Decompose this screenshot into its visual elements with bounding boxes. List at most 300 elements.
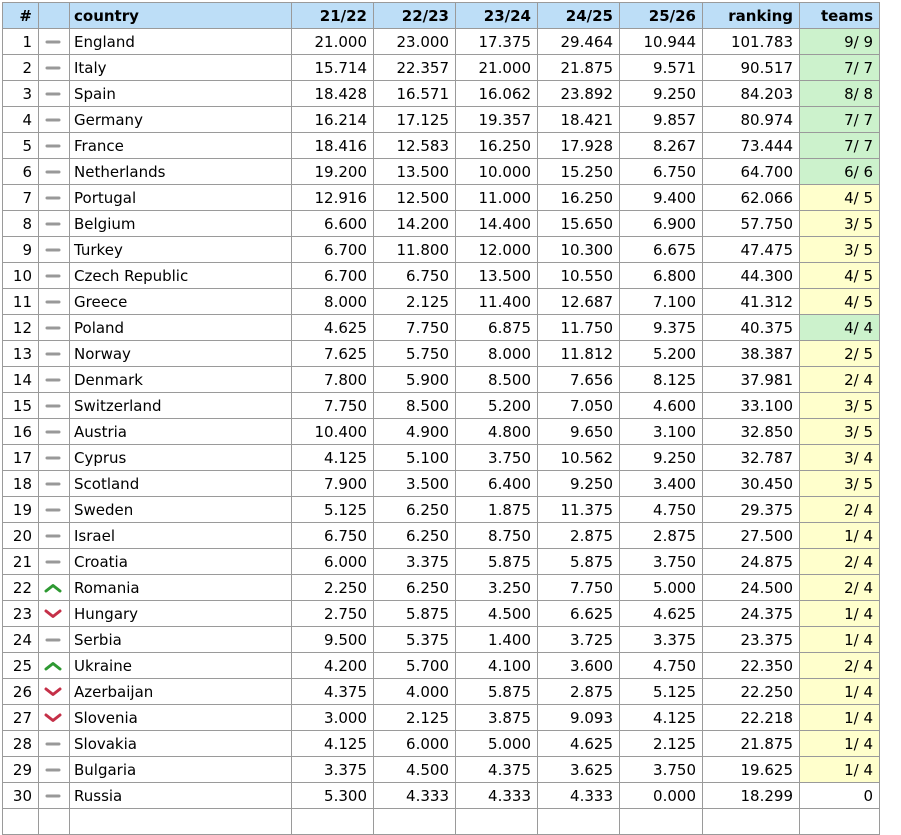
season-value-cell: 19.357: [456, 107, 538, 133]
country-cell: Czech Republic: [70, 263, 292, 289]
movement-cell: [39, 497, 70, 523]
season-value-cell: 7.050: [538, 393, 620, 419]
season-value-cell: 4.750: [620, 497, 703, 523]
season-value-cell: 6.600: [292, 211, 374, 237]
season-value-cell: 5.125: [620, 679, 703, 705]
rank-cell: 5: [3, 133, 39, 159]
ranking-cell: 22.250: [703, 679, 800, 705]
season-value-cell: 3.250: [456, 575, 538, 601]
season-value-cell: 3.375: [292, 757, 374, 783]
table-row: [3, 627, 880, 653]
table-row: [3, 783, 880, 809]
ranking-cell: 64.700: [703, 159, 800, 185]
season-value-cell: 12.916: [292, 185, 374, 211]
country-cell: Germany: [70, 107, 292, 133]
country-cell: Serbia: [70, 627, 292, 653]
movement-cell: [39, 601, 70, 627]
ranking-cell: 80.974: [703, 107, 800, 133]
season-value-cell: 2.875: [538, 523, 620, 549]
movement-cell: [39, 731, 70, 757]
season-value-cell: 3.375: [374, 549, 456, 575]
empty-cell: [292, 809, 374, 835]
table-row: [3, 445, 880, 471]
season-value-cell: 4.625: [538, 731, 620, 757]
season-value-cell: 22.357: [374, 55, 456, 81]
country-cell: Azerbaijan: [70, 679, 292, 705]
season-value-cell: 8.267: [620, 133, 703, 159]
season-value-cell: 6.000: [292, 549, 374, 575]
empty-cell: [70, 809, 292, 835]
table-row: [3, 575, 880, 601]
season-value-cell: 9.093: [538, 705, 620, 731]
teams-cell: 9/ 9: [800, 29, 880, 55]
rank-cell: 9: [3, 237, 39, 263]
teams-cell: 1/ 4: [800, 731, 880, 757]
rank-cell: 10: [3, 263, 39, 289]
table-row: [3, 471, 880, 497]
teams-cell: 7/ 7: [800, 55, 880, 81]
season-value-cell: 7.750: [374, 315, 456, 341]
ranking-cell: 57.750: [703, 211, 800, 237]
country-cell: Croatia: [70, 549, 292, 575]
header-season-2526: 25/26: [620, 3, 703, 29]
rank-cell: 18: [3, 471, 39, 497]
rank-cell: 20: [3, 523, 39, 549]
season-value-cell: 16.214: [292, 107, 374, 133]
movement-same-icon: [44, 764, 62, 776]
ranking-cell: 37.981: [703, 367, 800, 393]
teams-cell: 3/ 5: [800, 471, 880, 497]
country-cell: Scotland: [70, 471, 292, 497]
country-cell: Spain: [70, 81, 292, 107]
ranking-cell: 19.625: [703, 757, 800, 783]
season-value-cell: 5.375: [374, 627, 456, 653]
movement-same-icon: [44, 62, 62, 74]
season-value-cell: 3.100: [620, 419, 703, 445]
rank-cell: 28: [3, 731, 39, 757]
table-row: [3, 419, 880, 445]
season-value-cell: 11.400: [456, 289, 538, 315]
teams-cell: 7/ 7: [800, 133, 880, 159]
movement-same-icon: [44, 556, 62, 568]
season-value-cell: 9.250: [620, 445, 703, 471]
table-row: [3, 549, 880, 575]
movement-up-icon: [44, 660, 62, 672]
movement-same-icon: [44, 452, 62, 464]
movement-same-icon: [44, 192, 62, 204]
empty-cell: [456, 809, 538, 835]
teams-cell: 3/ 4: [800, 445, 880, 471]
season-value-cell: 6.000: [374, 731, 456, 757]
season-value-cell: 3.750: [620, 757, 703, 783]
country-cell: Russia: [70, 783, 292, 809]
season-value-cell: 1.400: [456, 627, 538, 653]
teams-cell: 2/ 4: [800, 575, 880, 601]
rank-cell: 15: [3, 393, 39, 419]
ranking-cell: 22.218: [703, 705, 800, 731]
movement-same-icon: [44, 36, 62, 48]
season-value-cell: 7.625: [292, 341, 374, 367]
ranking-cell: 32.787: [703, 445, 800, 471]
table-row: [3, 133, 880, 159]
movement-same-icon: [44, 400, 62, 412]
season-value-cell: 6.625: [538, 601, 620, 627]
movement-cell: [39, 653, 70, 679]
teams-cell: 2/ 5: [800, 341, 880, 367]
season-value-cell: 4.900: [374, 419, 456, 445]
movement-cell: [39, 263, 70, 289]
season-value-cell: 3.750: [456, 445, 538, 471]
season-value-cell: 6.250: [374, 575, 456, 601]
season-value-cell: 3.375: [620, 627, 703, 653]
season-value-cell: 6.875: [456, 315, 538, 341]
teams-cell: 4/ 5: [800, 263, 880, 289]
header-row: [3, 3, 880, 29]
country-cell: Netherlands: [70, 159, 292, 185]
teams-cell: 1/ 4: [800, 601, 880, 627]
season-value-cell: 18.421: [538, 107, 620, 133]
teams-cell: 7/ 7: [800, 107, 880, 133]
movement-cell: [39, 523, 70, 549]
ranking-cell: 73.444: [703, 133, 800, 159]
teams-cell: 3/ 5: [800, 237, 880, 263]
empty-cell: [538, 809, 620, 835]
ranking-cell: 62.066: [703, 185, 800, 211]
season-value-cell: 12.583: [374, 133, 456, 159]
season-value-cell: 7.900: [292, 471, 374, 497]
season-value-cell: 23.892: [538, 81, 620, 107]
country-cell: Portugal: [70, 185, 292, 211]
movement-cell: [39, 185, 70, 211]
season-value-cell: 5.875: [538, 549, 620, 575]
ranking-cell: 41.312: [703, 289, 800, 315]
movement-cell: [39, 445, 70, 471]
country-cell: Belgium: [70, 211, 292, 237]
season-value-cell: 11.812: [538, 341, 620, 367]
season-value-cell: 3.875: [456, 705, 538, 731]
season-value-cell: 16.062: [456, 81, 538, 107]
season-value-cell: 6.900: [620, 211, 703, 237]
movement-cell: [39, 107, 70, 133]
season-value-cell: 11.750: [538, 315, 620, 341]
country-cell: Turkey: [70, 237, 292, 263]
season-value-cell: 6.750: [292, 523, 374, 549]
country-cell: Sweden: [70, 497, 292, 523]
country-cell: Bulgaria: [70, 757, 292, 783]
teams-cell: 4/ 5: [800, 289, 880, 315]
season-value-cell: 5.900: [374, 367, 456, 393]
movement-down-icon: [44, 686, 62, 698]
season-value-cell: 17.375: [456, 29, 538, 55]
season-value-cell: 5.750: [374, 341, 456, 367]
season-value-cell: 3.625: [538, 757, 620, 783]
table-row: [3, 757, 880, 783]
country-cell: Austria: [70, 419, 292, 445]
season-value-cell: 5.000: [620, 575, 703, 601]
season-value-cell: 6.700: [292, 263, 374, 289]
season-value-cell: 5.875: [374, 601, 456, 627]
season-value-cell: 10.550: [538, 263, 620, 289]
season-value-cell: 3.500: [374, 471, 456, 497]
movement-same-icon: [44, 348, 62, 360]
season-value-cell: 5.300: [292, 783, 374, 809]
movement-same-icon: [44, 166, 62, 178]
season-value-cell: 3.000: [292, 705, 374, 731]
ranking-cell: 40.375: [703, 315, 800, 341]
season-value-cell: 19.200: [292, 159, 374, 185]
movement-same-icon: [44, 218, 62, 230]
rank-cell: 17: [3, 445, 39, 471]
season-value-cell: 11.800: [374, 237, 456, 263]
teams-cell: 1/ 4: [800, 627, 880, 653]
table-row: [3, 29, 880, 55]
movement-same-icon: [44, 374, 62, 386]
movement-same-icon: [44, 530, 62, 542]
movement-cell: [39, 679, 70, 705]
movement-cell: [39, 393, 70, 419]
table-row: [3, 601, 880, 627]
country-cell: Israel: [70, 523, 292, 549]
country-cell: Greece: [70, 289, 292, 315]
teams-cell: 6/ 6: [800, 159, 880, 185]
ranking-cell: 27.500: [703, 523, 800, 549]
season-value-cell: 4.125: [292, 445, 374, 471]
header-movement: [39, 3, 70, 29]
movement-down-icon: [44, 608, 62, 620]
season-value-cell: 2.125: [620, 731, 703, 757]
season-value-cell: 0.000: [620, 783, 703, 809]
season-value-cell: 4.333: [456, 783, 538, 809]
country-cell: Hungary: [70, 601, 292, 627]
movement-cell: [39, 159, 70, 185]
season-value-cell: 5.875: [456, 679, 538, 705]
table-row-partial: [3, 809, 880, 835]
season-value-cell: 11.375: [538, 497, 620, 523]
season-value-cell: 21.000: [456, 55, 538, 81]
ranking-cell: 44.300: [703, 263, 800, 289]
season-value-cell: 4.600: [620, 393, 703, 419]
country-cell: Ukraine: [70, 653, 292, 679]
movement-same-icon: [44, 322, 62, 334]
season-value-cell: 15.650: [538, 211, 620, 237]
table-row: [3, 705, 880, 731]
table-row: [3, 159, 880, 185]
movement-cell: [39, 757, 70, 783]
empty-cell: [374, 809, 456, 835]
season-value-cell: 13.500: [456, 263, 538, 289]
rank-cell: 29: [3, 757, 39, 783]
movement-cell: [39, 133, 70, 159]
season-value-cell: 4.750: [620, 653, 703, 679]
season-value-cell: 9.571: [620, 55, 703, 81]
ranking-cell: 84.203: [703, 81, 800, 107]
teams-cell: 3/ 5: [800, 393, 880, 419]
season-value-cell: 14.400: [456, 211, 538, 237]
season-value-cell: 14.200: [374, 211, 456, 237]
movement-cell: [39, 289, 70, 315]
header-season-2223: 22/23: [374, 3, 456, 29]
season-value-cell: 4.375: [292, 679, 374, 705]
rank-cell: 16: [3, 419, 39, 445]
teams-cell: 2/ 4: [800, 367, 880, 393]
season-value-cell: 16.571: [374, 81, 456, 107]
season-value-cell: 10.300: [538, 237, 620, 263]
season-value-cell: 2.125: [374, 705, 456, 731]
movement-cell: [39, 783, 70, 809]
country-cell: Poland: [70, 315, 292, 341]
season-value-cell: 5.875: [456, 549, 538, 575]
ranking-cell: 38.387: [703, 341, 800, 367]
season-value-cell: 3.400: [620, 471, 703, 497]
season-value-cell: 17.928: [538, 133, 620, 159]
movement-same-icon: [44, 790, 62, 802]
season-value-cell: 4.500: [374, 757, 456, 783]
season-value-cell: 4.125: [292, 731, 374, 757]
rank-cell: 27: [3, 705, 39, 731]
teams-cell: 2/ 4: [800, 653, 880, 679]
table-row: [3, 185, 880, 211]
table-row: [3, 523, 880, 549]
season-value-cell: 21.875: [538, 55, 620, 81]
season-value-cell: 4.000: [374, 679, 456, 705]
season-value-cell: 9.500: [292, 627, 374, 653]
ranking-cell: 101.783: [703, 29, 800, 55]
rank-cell: 22: [3, 575, 39, 601]
country-cell: Slovenia: [70, 705, 292, 731]
season-value-cell: 10.000: [456, 159, 538, 185]
rank-cell: 30: [3, 783, 39, 809]
header-season-2425: 24/25: [538, 3, 620, 29]
teams-cell: 4/ 4: [800, 315, 880, 341]
season-value-cell: 6.250: [374, 497, 456, 523]
season-value-cell: 6.675: [620, 237, 703, 263]
ranking-cell: 33.100: [703, 393, 800, 419]
movement-cell: [39, 549, 70, 575]
table-row: [3, 315, 880, 341]
season-value-cell: 2.250: [292, 575, 374, 601]
season-value-cell: 18.428: [292, 81, 374, 107]
movement-same-icon: [44, 270, 62, 282]
season-value-cell: 9.857: [620, 107, 703, 133]
season-value-cell: 10.944: [620, 29, 703, 55]
rank-cell: 14: [3, 367, 39, 393]
season-value-cell: 5.000: [456, 731, 538, 757]
teams-cell: 3/ 5: [800, 211, 880, 237]
season-value-cell: 17.125: [374, 107, 456, 133]
movement-same-icon: [44, 426, 62, 438]
movement-cell: [39, 211, 70, 237]
rank-cell: 2: [3, 55, 39, 81]
ranking-cell: 18.299: [703, 783, 800, 809]
country-coefficient-table: [2, 2, 880, 835]
movement-cell: [39, 419, 70, 445]
rank-cell: 7: [3, 185, 39, 211]
country-cell: Switzerland: [70, 393, 292, 419]
teams-cell: 2/ 4: [800, 549, 880, 575]
movement-cell: [39, 29, 70, 55]
movement-cell: [39, 315, 70, 341]
season-value-cell: 1.875: [456, 497, 538, 523]
ranking-cell: 21.875: [703, 731, 800, 757]
rank-cell: 8: [3, 211, 39, 237]
season-value-cell: 6.750: [374, 263, 456, 289]
season-value-cell: 12.000: [456, 237, 538, 263]
season-value-cell: 8.500: [456, 367, 538, 393]
table-row: [3, 211, 880, 237]
movement-cell: [39, 471, 70, 497]
season-value-cell: 7.656: [538, 367, 620, 393]
movement-same-icon: [44, 140, 62, 152]
season-value-cell: 4.800: [456, 419, 538, 445]
teams-cell: 3/ 5: [800, 419, 880, 445]
rank-cell: 21: [3, 549, 39, 575]
teams-cell: 4/ 5: [800, 185, 880, 211]
teams-cell: 0: [800, 783, 880, 809]
table-row: [3, 679, 880, 705]
season-value-cell: 4.125: [620, 705, 703, 731]
season-value-cell: 5.100: [374, 445, 456, 471]
movement-same-icon: [44, 738, 62, 750]
country-cell: France: [70, 133, 292, 159]
season-value-cell: 9.250: [620, 81, 703, 107]
rank-cell: 13: [3, 341, 39, 367]
table-row: [3, 237, 880, 263]
movement-cell: [39, 237, 70, 263]
ranking-cell: 24.375: [703, 601, 800, 627]
rank-cell: 23: [3, 601, 39, 627]
season-value-cell: 9.250: [538, 471, 620, 497]
ranking-cell: 32.850: [703, 419, 800, 445]
movement-same-icon: [44, 244, 62, 256]
season-value-cell: 11.000: [456, 185, 538, 211]
movement-down-icon: [44, 712, 62, 724]
season-value-cell: 15.250: [538, 159, 620, 185]
season-value-cell: 6.800: [620, 263, 703, 289]
season-value-cell: 2.875: [620, 523, 703, 549]
table-row: [3, 107, 880, 133]
header-country: country: [70, 3, 292, 29]
season-value-cell: 9.650: [538, 419, 620, 445]
table-row: [3, 55, 880, 81]
rank-cell: 26: [3, 679, 39, 705]
season-value-cell: 23.000: [374, 29, 456, 55]
ranking-cell: 29.375: [703, 497, 800, 523]
movement-up-icon: [44, 582, 62, 594]
ranking-cell: 24.500: [703, 575, 800, 601]
season-value-cell: 5.700: [374, 653, 456, 679]
season-value-cell: 2.750: [292, 601, 374, 627]
season-value-cell: 7.100: [620, 289, 703, 315]
season-value-cell: 2.875: [538, 679, 620, 705]
movement-cell: [39, 575, 70, 601]
country-cell: Romania: [70, 575, 292, 601]
movement-cell: [39, 341, 70, 367]
teams-cell: 8/ 8: [800, 81, 880, 107]
season-value-cell: 3.600: [538, 653, 620, 679]
rank-cell: 3: [3, 81, 39, 107]
season-value-cell: 4.100: [456, 653, 538, 679]
header-season-2324: 23/24: [456, 3, 538, 29]
empty-cell: [39, 809, 70, 835]
season-value-cell: 5.200: [620, 341, 703, 367]
season-value-cell: 8.750: [456, 523, 538, 549]
rank-cell: 12: [3, 315, 39, 341]
movement-same-icon: [44, 478, 62, 490]
season-value-cell: 8.125: [620, 367, 703, 393]
teams-cell: 1/ 4: [800, 679, 880, 705]
table-row: [3, 367, 880, 393]
season-value-cell: 7.800: [292, 367, 374, 393]
